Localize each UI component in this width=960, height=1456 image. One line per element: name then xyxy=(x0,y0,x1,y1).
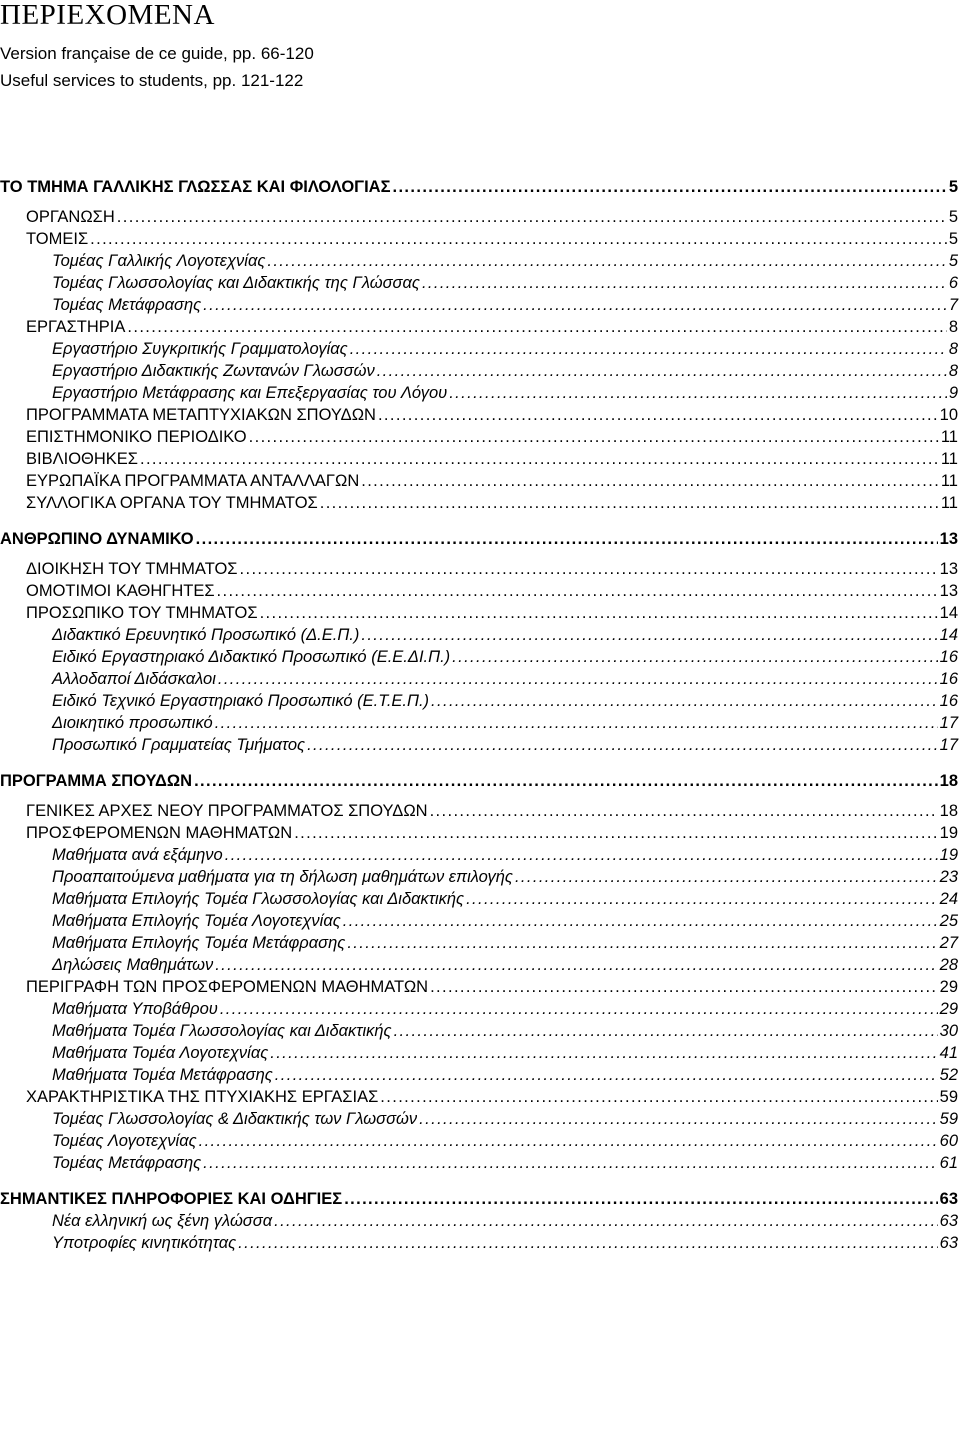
toc-entry-page: 19 xyxy=(939,846,958,864)
toc-entry-title: ΕΠΙΣΤΗΜΟΝΙΚΟ ΠΕΡΙΟΔΙΚΟ xyxy=(26,428,247,446)
toc-entry-page: 11 xyxy=(940,450,958,468)
toc-entry[interactable] xyxy=(0,624,958,646)
toc-entry[interactable] xyxy=(0,1042,958,1064)
table-of-contents xyxy=(0,176,958,1254)
toc-entry[interactable] xyxy=(0,1152,958,1174)
toc-dot-leader xyxy=(215,712,938,734)
toc-entry-page: 41 xyxy=(939,1044,958,1062)
toc-dot-leader xyxy=(449,382,947,404)
toc-entry[interactable] xyxy=(0,580,958,602)
toc-entry[interactable] xyxy=(0,228,958,250)
toc-entry[interactable] xyxy=(0,426,958,448)
toc-entry[interactable] xyxy=(0,206,958,228)
toc-entry-title: ΤΟΜΕΙΣ xyxy=(26,230,89,248)
toc-dot-leader xyxy=(393,176,947,198)
toc-entry[interactable] xyxy=(0,558,958,580)
toc-entry-title: Μαθήματα ανά εξάμηνο xyxy=(52,846,223,864)
toc-dot-leader xyxy=(240,558,938,580)
toc-entry-title: ΠΡΟΓΡΑΜΜΑΤΑ ΜΕΤΑΠΤΥΧΙΑΚΩΝ ΣΠΟΥΔΩΝ xyxy=(26,406,376,424)
toc-entry[interactable] xyxy=(0,1108,958,1130)
toc-dot-leader xyxy=(294,822,937,844)
toc-entry-page: 19 xyxy=(939,824,958,842)
toc-entry-title: Ειδικό Τεχνικό Εργαστηριακό Προσωπικό (Ε.Τ.Ε.Π.) xyxy=(52,692,430,710)
toc-entry[interactable] xyxy=(0,954,958,976)
toc-dot-leader xyxy=(431,690,938,712)
toc-entry-title: Μαθήματα Επιλογής Τομέα Μετάφρασης xyxy=(52,934,346,952)
toc-entry-title: Νέα ελληνική ως ξένη γλώσσα xyxy=(52,1212,273,1230)
toc-entry-title: Εργαστήριο Μετάφρασης και Επεξεργασίας του Λόγου xyxy=(52,384,448,402)
toc-entry-page: 6 xyxy=(948,274,958,292)
toc-dot-leader xyxy=(361,470,939,492)
toc-entry[interactable] xyxy=(0,910,958,932)
toc-dot-leader xyxy=(377,360,947,382)
toc-entry[interactable] xyxy=(0,1210,958,1232)
toc-entry-page: 11 xyxy=(940,428,958,446)
toc-entry-title: Διδακτικό Ερευνητικό Προσωπικό (Δ.Ε.Π.) xyxy=(52,626,360,644)
toc-entry[interactable] xyxy=(0,272,958,294)
toc-dot-leader xyxy=(307,734,938,756)
toc-dot-leader xyxy=(378,404,938,426)
toc-entry-page: 25 xyxy=(939,912,958,930)
toc-entry-page: 9 xyxy=(948,384,958,402)
toc-entry[interactable] xyxy=(0,360,958,382)
toc-entry-title: Ειδικό Εργαστηριακό Διδακτικό Προσωπικό (Ε.Ε.ΔΙ.Π.) xyxy=(52,648,451,666)
toc-entry-page: 61 xyxy=(939,1154,958,1172)
toc-entry-title: ΠΕΡΙΓΡΑΦΗ ΤΩΝ ΠΡΟΣΦΕΡΟΜΕΝΩΝ ΜΑΘΗΜΑΤΩΝ xyxy=(26,978,429,996)
toc-entry-page: 17 xyxy=(939,736,958,754)
toc-entry-title: Υποτροφίες κινητικότητας xyxy=(52,1234,237,1252)
toc-dot-leader xyxy=(361,624,937,646)
toc-entry[interactable] xyxy=(0,712,958,734)
toc-entry[interactable] xyxy=(0,448,958,470)
toc-entry-page: 63 xyxy=(939,1190,958,1208)
toc-entry-page: 11 xyxy=(940,472,958,490)
toc-entry-page: 59 xyxy=(939,1088,958,1106)
toc-entry[interactable] xyxy=(0,822,958,844)
toc-entry-page: 13 xyxy=(939,560,958,578)
toc-dot-leader xyxy=(203,1152,937,1174)
toc-dot-leader xyxy=(196,528,938,550)
toc-entry-page: 59 xyxy=(939,1110,958,1128)
toc-entry[interactable] xyxy=(0,176,958,198)
toc-entry-page: 63 xyxy=(939,1212,958,1230)
toc-entry-page: 63 xyxy=(939,1234,958,1252)
toc-entry-title: ΣΗΜΑΝΤΙΚΕΣ ΠΛΗΡΟΦΟΡΙΕΣ ΚΑΙ ΟΔΗΓΙΕΣ xyxy=(0,1190,343,1208)
toc-entry-page: 24 xyxy=(939,890,958,908)
toc-entry[interactable] xyxy=(0,382,958,404)
toc-dot-leader xyxy=(220,998,938,1020)
note-useful-services: Useful services to students, pp. 121-122 xyxy=(0,71,304,90)
toc-entry[interactable] xyxy=(0,338,958,360)
toc-dot-leader xyxy=(350,338,947,360)
toc-dot-leader xyxy=(380,1086,937,1108)
toc-entry[interactable] xyxy=(0,1020,958,1042)
toc-entry-title: Μαθήματα Επιλογής Τομέα Λογοτεχνίας xyxy=(52,912,341,930)
toc-entry[interactable] xyxy=(0,646,958,668)
toc-entry[interactable] xyxy=(0,668,958,690)
toc-entry[interactable] xyxy=(0,250,958,272)
toc-dot-leader xyxy=(238,1232,937,1254)
toc-dot-leader xyxy=(466,888,938,910)
toc-entry-page: 8 xyxy=(948,340,958,358)
toc-entry-title: Τομέας Μετάφρασης xyxy=(52,296,202,314)
toc-entry[interactable] xyxy=(0,734,958,756)
toc-entry[interactable] xyxy=(0,976,958,998)
toc-entry-title: Μαθήματα Επιλογής Τομέα Γλωσσολογίας και Διδακτικής xyxy=(52,890,465,908)
toc-entry-page: 10 xyxy=(939,406,958,424)
toc-entry[interactable] xyxy=(0,888,958,910)
toc-entry-title: Διοικητικό προσωπικό xyxy=(52,714,213,732)
page-title: ΠΕΡΙΕΧΟΜΕΝΑ xyxy=(0,0,215,31)
toc-entry-title: ΠΡΟΣΩΠΙΚΟ ΤΟΥ ΤΜΗΜΑΤΟΣ xyxy=(26,604,258,622)
toc-entry-title: Μαθήματα Υποβάθρου xyxy=(52,1000,218,1018)
toc-entry[interactable] xyxy=(0,998,958,1020)
toc-dot-leader xyxy=(203,294,947,316)
toc-entry-title: Εργαστήριο Συγκριτικής Γραμματολογίας xyxy=(52,340,348,358)
toc-dot-leader xyxy=(343,910,938,932)
toc-entry-page: 11 xyxy=(940,494,958,512)
toc-entry-page: 28 xyxy=(939,956,958,974)
toc-entry[interactable] xyxy=(0,690,958,712)
toc-entry-page: 29 xyxy=(939,978,958,996)
toc-entry-page: 13 xyxy=(939,530,958,548)
toc-entry[interactable] xyxy=(0,800,958,822)
toc-entry[interactable] xyxy=(0,770,958,792)
toc-entry-title: Μαθήματα Τομέα Λογοτεχνίας xyxy=(52,1044,269,1062)
toc-entry-page: 16 xyxy=(939,670,958,688)
toc-entry[interactable] xyxy=(0,294,958,316)
toc-entry-title: Εργαστήριο Διδακτικής Ζωντανών Γλωσσών xyxy=(52,362,375,380)
toc-entry-page: 5 xyxy=(948,208,958,226)
toc-dot-leader xyxy=(260,602,938,624)
toc-entry-title: ΟΜΟΤΙΜΟΙ ΚΑΘΗΓΗΤΕΣ xyxy=(26,582,215,600)
toc-entry[interactable] xyxy=(0,866,958,888)
toc-entry-page: 27 xyxy=(939,934,958,952)
toc-dot-leader xyxy=(140,448,939,470)
toc-dot-leader xyxy=(394,1020,938,1042)
toc-entry-title: ΠΡΟΓΡΑΜΜΑ ΣΠΟΥΔΩΝ xyxy=(0,772,193,790)
toc-dot-leader xyxy=(274,1210,938,1232)
toc-dot-leader xyxy=(422,272,947,294)
toc-entry[interactable] xyxy=(0,404,958,426)
toc-entry-page: 14 xyxy=(939,626,958,644)
toc-entry-title: Προαπαιτούμενα μαθήματα για τη δήλωση μαθημάτων επιλογής xyxy=(52,868,513,886)
toc-dot-leader xyxy=(225,844,938,866)
toc-dot-leader xyxy=(275,1064,938,1086)
toc-entry[interactable] xyxy=(0,1086,958,1108)
toc-dot-leader xyxy=(515,866,938,888)
toc-entry[interactable] xyxy=(0,528,958,550)
toc-entry-title: Τομέας Γαλλικής Λογοτεχνίας xyxy=(52,252,266,270)
toc-entry-title: Προσωπικό Γραμματείας Τμήματος xyxy=(52,736,306,754)
toc-dot-leader xyxy=(218,668,938,690)
toc-entry-title: ΧΑΡΑΚΤΗΡΙΣΤΙΚΑ ΤΗΣ ΠΤΥΧΙΑΚΗΣ ΕΡΓΑΣΙΑΣ xyxy=(26,1088,379,1106)
toc-entry-title: ΑΝΘΡΩΠΙΝΟ ΔΥΝΑΜΙΚΟ xyxy=(0,530,194,548)
toc-entry-title: Μαθήματα Τομέα Γλωσσολογίας και Διδακτικής xyxy=(52,1022,392,1040)
toc-entry[interactable] xyxy=(0,844,958,866)
toc-entry[interactable] xyxy=(0,316,958,338)
toc-entry-title: ΓΕΝΙΚΕΣ ΑΡΧΕΣ ΝΕΟΥ ΠΡΟΓΡΑΜΜΑΤΟΣ ΣΠΟΥΔΩΝ xyxy=(26,802,428,820)
toc-dot-leader xyxy=(117,206,947,228)
toc-entry-title: Μαθήματα Τομέα Μετάφρασης xyxy=(52,1066,273,1084)
toc-entry-page: 23 xyxy=(939,868,958,886)
toc-entry-title: ΕΡΓΑΣΤΗΡΙΑ xyxy=(26,318,126,336)
toc-entry-page: 8 xyxy=(948,318,958,336)
toc-entry-page: 18 xyxy=(939,772,958,790)
toc-entry-title: ΕΥΡΩΠΑΪΚΑ ΠΡΟΓΡΑΜΜΑΤΑ ΑΝΤΑΛΛΑΓΩΝ xyxy=(26,472,360,490)
toc-dot-leader xyxy=(217,580,938,602)
toc-dot-leader xyxy=(215,954,937,976)
toc-dot-leader xyxy=(127,316,946,338)
toc-entry-page: 8 xyxy=(948,362,958,380)
toc-dot-leader xyxy=(267,250,946,272)
toc-entry[interactable] xyxy=(0,1130,958,1152)
toc-dot-leader xyxy=(249,426,939,448)
toc-entry-title: Τομέας Γλωσσολογίας και Διδακτικής της Γλώσσας xyxy=(52,274,420,292)
toc-dot-leader xyxy=(270,1042,937,1064)
toc-entry-title: Αλλοδαποί Διδάσκαλοι xyxy=(52,670,216,688)
toc-entry-title: ΠΡΟΣΦΕΡΟΜΕΝΩΝ ΜΑΘΗΜΑΤΩΝ xyxy=(26,824,293,842)
toc-dot-leader xyxy=(430,976,938,998)
toc-dot-leader xyxy=(419,1108,937,1130)
toc-entry-page: 5 xyxy=(948,230,958,248)
toc-dot-leader xyxy=(347,932,937,954)
toc-entry-page: 7 xyxy=(948,296,958,314)
toc-entry-page: 29 xyxy=(939,1000,958,1018)
toc-entry-page: 30 xyxy=(939,1022,958,1040)
toc-entry-title: ΒΙΒΛΙΟΘΗΚΕΣ xyxy=(26,450,138,468)
toc-entry[interactable] xyxy=(0,470,958,492)
toc-entry[interactable] xyxy=(0,932,958,954)
toc-entry-title: Τομέας Γλωσσολογίας & Διδακτικής των Γλωσσών xyxy=(52,1110,418,1128)
toc-dot-leader xyxy=(320,492,939,514)
toc-dot-leader xyxy=(194,770,938,792)
toc-dot-leader xyxy=(344,1188,937,1210)
toc-entry[interactable] xyxy=(0,1232,958,1254)
toc-entry-page: 14 xyxy=(939,604,958,622)
toc-entry[interactable] xyxy=(0,1188,958,1210)
toc-entry-page: 17 xyxy=(939,714,958,732)
toc-dot-leader xyxy=(90,228,947,250)
toc-entry-page: 16 xyxy=(939,648,958,666)
toc-entry-title: ΟΡΓΑΝΩΣΗ xyxy=(26,208,115,226)
toc-entry-page: 16 xyxy=(939,692,958,710)
toc-entry-title: Τομέας Μετάφρασης xyxy=(52,1154,202,1172)
toc-entry-page: 5 xyxy=(948,178,958,196)
toc-entry[interactable] xyxy=(0,492,958,514)
toc-entry[interactable] xyxy=(0,602,958,624)
toc-entry-title: Τομέας Λογοτεχνίας xyxy=(52,1132,197,1150)
toc-entry-page: 52 xyxy=(939,1066,958,1084)
toc-entry-page: 5 xyxy=(948,252,958,270)
note-french-version: Version française de ce guide, pp. 66-120 xyxy=(0,44,314,63)
toc-entry-title: Δηλώσεις Μαθημάτων xyxy=(52,956,214,974)
toc-dot-leader xyxy=(430,800,938,822)
toc-entry-page: 13 xyxy=(939,582,958,600)
toc-entry-title: ΔΙΟΙΚΗΣΗ ΤΟΥ ΤΜΗΜΑΤΟΣ xyxy=(26,560,238,578)
toc-entry-page: 18 xyxy=(939,802,958,820)
toc-entry-title: ΣΥΛΛΟΓΙΚΑ ΟΡΓΑΝΑ ΤΟΥ ΤΜΗΜΑΤΟΣ xyxy=(26,494,318,512)
toc-entry[interactable] xyxy=(0,1064,958,1086)
toc-dot-leader xyxy=(199,1130,938,1152)
toc-dot-leader xyxy=(452,646,937,668)
toc-entry-title: ΤΟ ΤΜΗΜΑ ΓΑΛΛΙΚΗΣ ΓΛΩΣΣΑΣ ΚΑΙ ΦΙΛΟΛΟΓΙΑΣ xyxy=(0,178,391,196)
toc-entry-page: 60 xyxy=(939,1132,958,1150)
